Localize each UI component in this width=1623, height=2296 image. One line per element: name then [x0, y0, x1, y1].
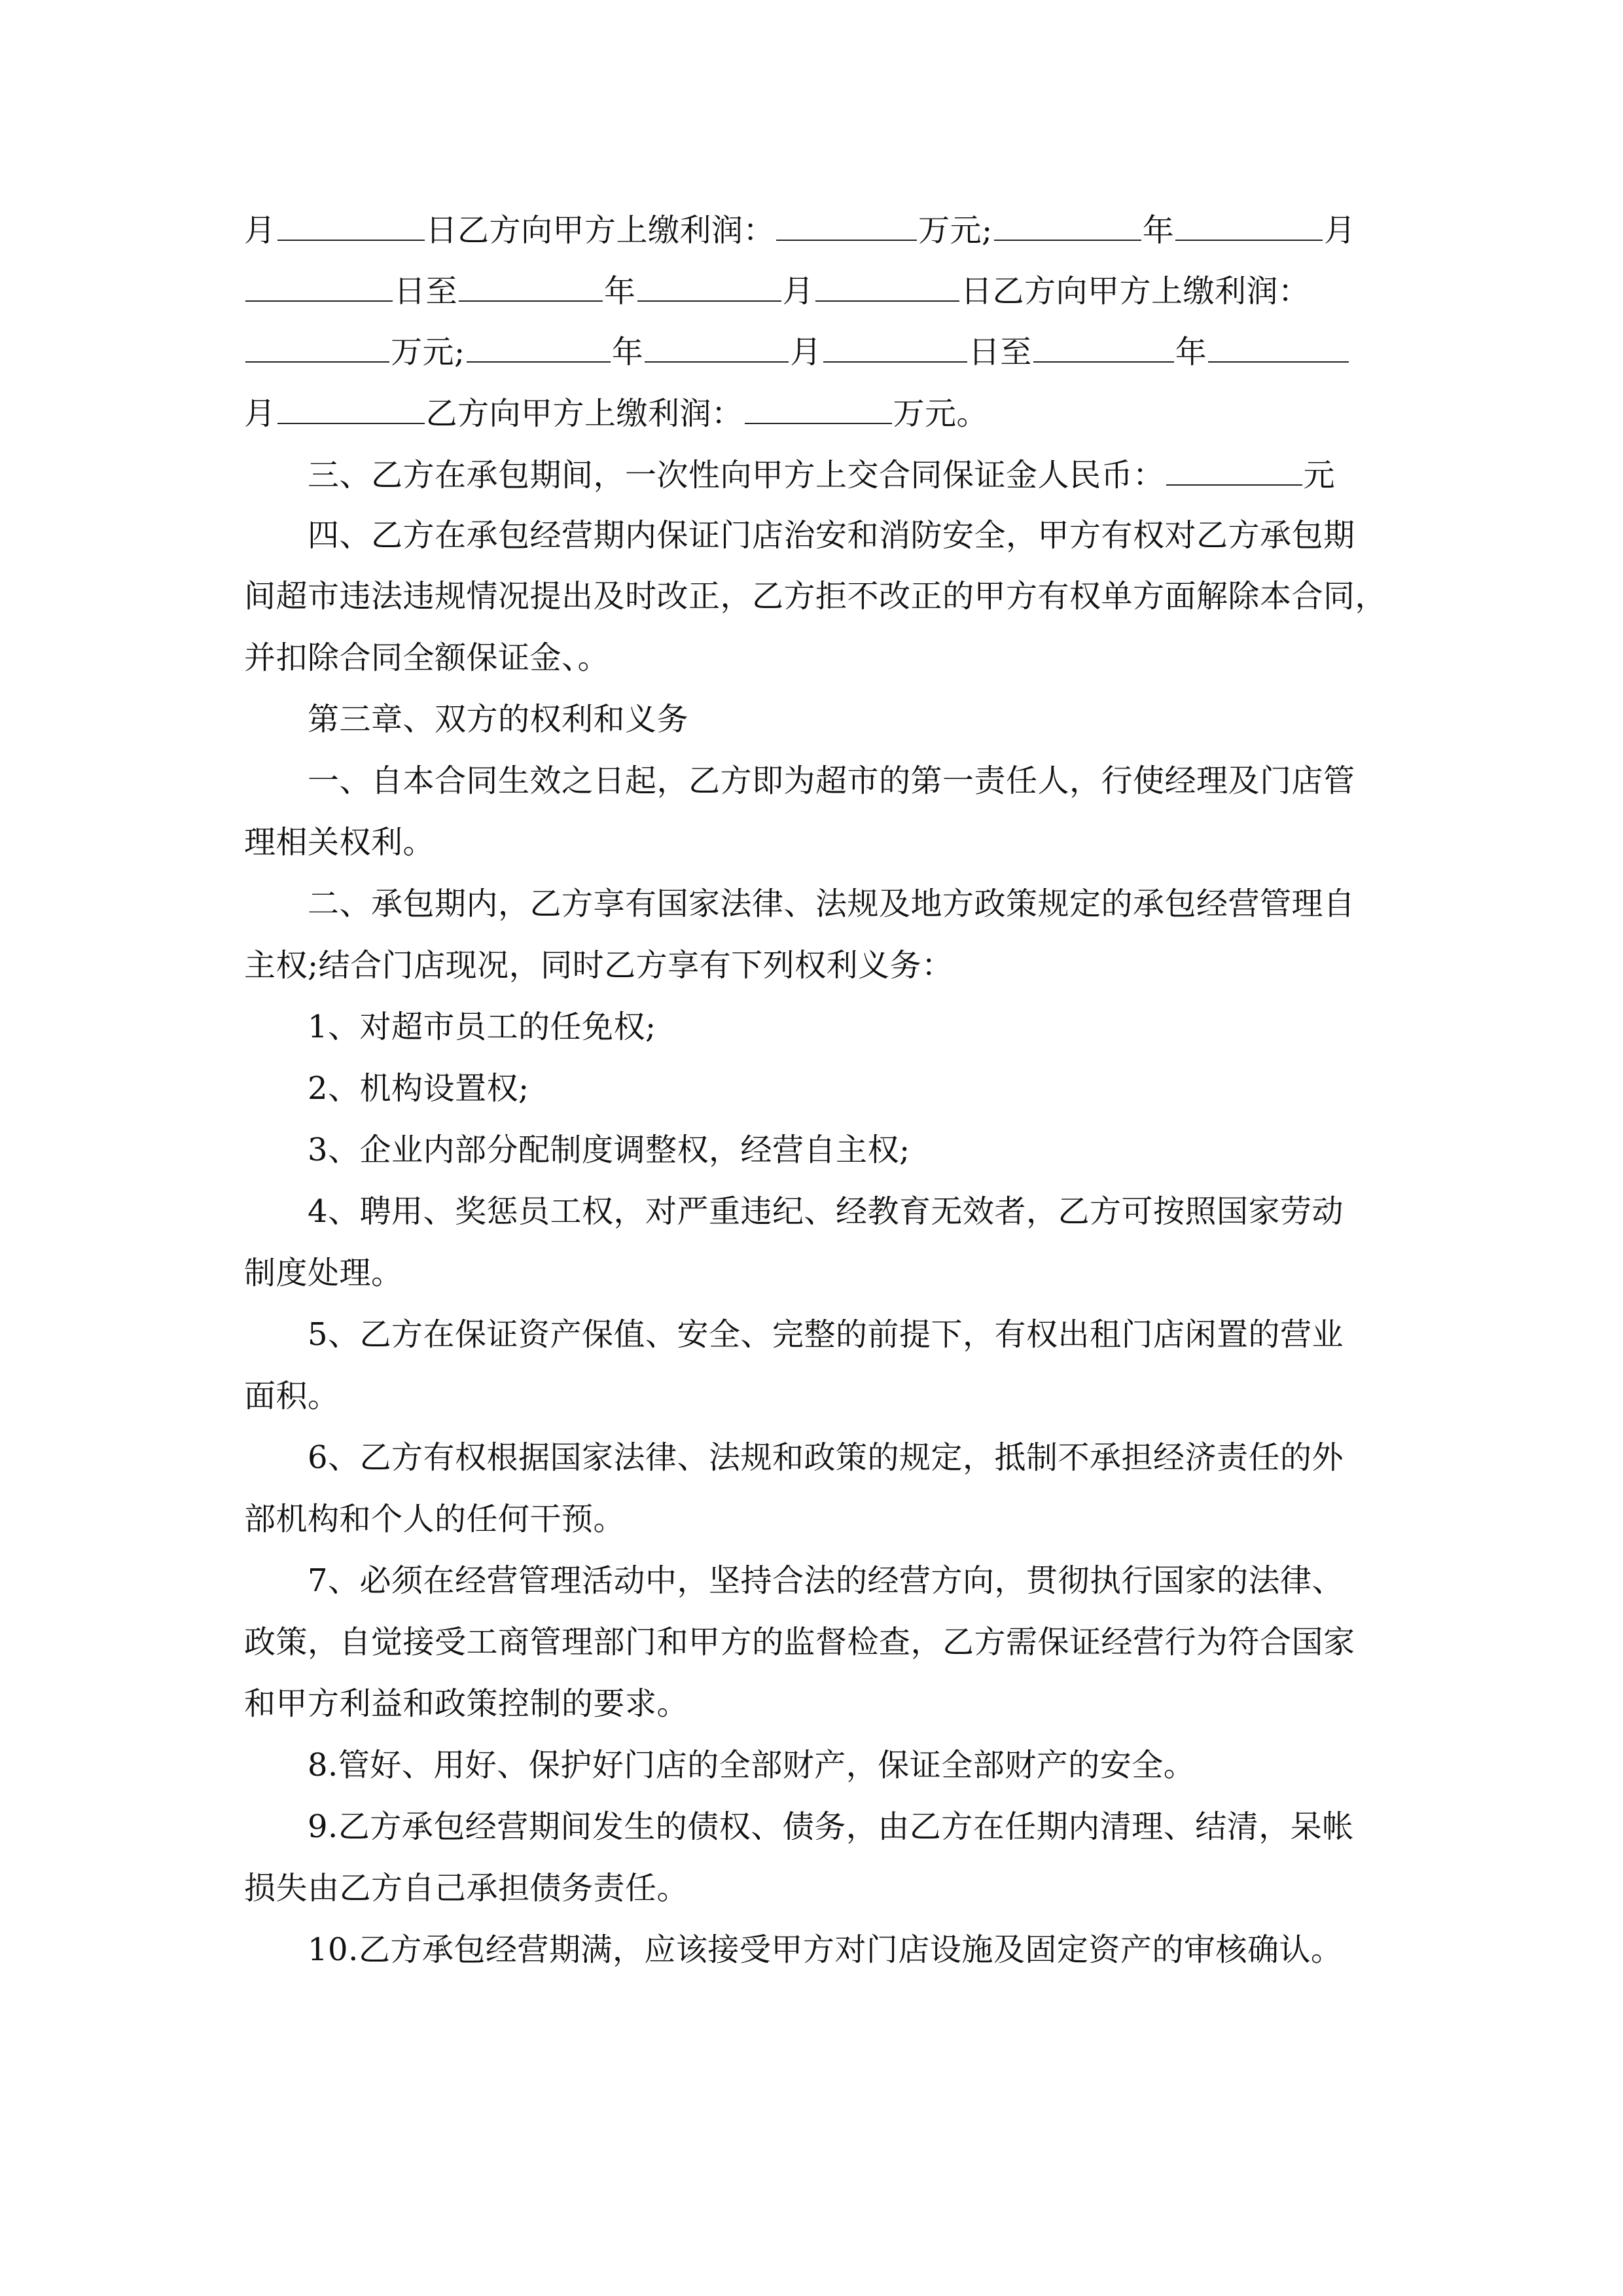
text-segment: 年	[1175, 334, 1207, 370]
text-segment: 万元;	[391, 334, 465, 370]
fill-blank[interactable]	[1175, 211, 1323, 241]
fill-blank[interactable]	[1166, 456, 1302, 486]
right-item-line: 2、机构设置权;	[308, 1070, 529, 1107]
para4-line: 间超市违法违规情况提出及时改正，乙方拒不改正的甲方有权单方面解除本合同，	[244, 578, 1387, 615]
right-item-line: 6、乙方有权根据国家法律、法规和政策的规定，抵制不承担经济责任的外	[308, 1439, 1344, 1476]
fill-blank[interactable]	[245, 272, 393, 302]
fill-blank[interactable]	[776, 211, 917, 241]
ch3-item1-line: 一、自本合同生效之日起，乙方即为超市的第一责任人，行使经理及门店管	[308, 762, 1355, 799]
profit-line-4	[244, 394, 1383, 433]
fill-blank[interactable]	[994, 211, 1141, 241]
text-segment: 月	[782, 273, 815, 310]
text-segment: 元	[1303, 457, 1336, 493]
right-item-line: 3、企业内部分配制度调整权，经营自主权;	[308, 1132, 910, 1168]
right-item-line: 9.乙方承包经营期间发生的债权、债务，由乙方在任期内清理、结清，呆帐	[308, 1808, 1354, 1845]
ch3-item2-line: 主权;结合门店现况，同时乙方享有下列权利义务：	[244, 947, 954, 984]
text-segment: 月	[1324, 212, 1356, 249]
fill-blank[interactable]	[1208, 332, 1349, 363]
text-segment: 日乙方向甲方上缴利润：	[961, 273, 1310, 310]
ch3-item2-line: 二、承包期内，乙方享有国家法律、法规及地方政策规定的承包经营管理自	[308, 886, 1355, 922]
text-segment: 乙方向甲方上缴利润：	[425, 395, 743, 432]
right-item-line: 7、必须在经营管理活动中，坚持合法的经营方向，贯彻执行国家的法律、	[308, 1562, 1344, 1599]
text-segment: 年	[1142, 212, 1175, 249]
text-segment: 月	[790, 334, 822, 370]
text-segment: 年	[611, 334, 644, 370]
fill-blank[interactable]	[277, 394, 425, 424]
text-segment: 万元。	[893, 395, 989, 432]
fill-blank[interactable]	[245, 332, 389, 363]
fill-blank[interactable]	[1033, 332, 1174, 363]
profit-line-3	[244, 332, 1383, 372]
profit-line-2	[244, 272, 1383, 311]
right-item-line: 1、对超市员工的任免权;	[308, 1009, 656, 1045]
para4-line: 四、乙方在承包经营期内保证门店治安和消防安全，甲方有权对乙方承包期	[308, 517, 1355, 554]
right-item-line: 10.乙方承包经营期满，应该接受甲方对门店设施及固定资产的审核确认。	[308, 1931, 1343, 1968]
fill-blank[interactable]	[277, 211, 425, 241]
fill-blank[interactable]	[745, 394, 892, 424]
text-segment: 三、乙方在承包期间，一次性向甲方上交合同保证金人民币：	[308, 457, 1165, 493]
ch3-item1-line: 理相关权利。	[244, 824, 435, 861]
fill-blank[interactable]	[459, 272, 603, 302]
fill-blank[interactable]	[467, 332, 611, 363]
chapter-heading: 第三章、双方的权利和义务	[308, 701, 689, 738]
right-item-line: 制度处理。	[244, 1255, 403, 1291]
text-segment: 日至	[394, 273, 458, 310]
right-item-line: 8.管好、用好、保护好门店的全部财产，保证全部财产的安全。	[308, 1747, 1196, 1784]
right-item-line: 损失由乙方自己承担债务责任。	[244, 1870, 689, 1907]
right-item-line: 面积。	[244, 1378, 340, 1414]
profit-line-1	[244, 211, 1383, 250]
right-item-line: 4、聘用、奖惩员工权，对严重违纪、经教育无效者，乙方可按照国家劳动	[308, 1193, 1344, 1230]
right-item-line: 5、乙方在保证资产保值、安全、完整的前提下，有权出租门店闲置的营业	[308, 1316, 1344, 1353]
text-segment: 日乙方向甲方上缴利润：	[425, 212, 776, 249]
deposit-line	[308, 456, 1381, 495]
text-segment: 月	[244, 212, 276, 249]
para4-line: 并扣除合同全额保证金、。	[244, 639, 610, 676]
right-item-line: 政策，自觉接受工商管理部门和甲方的监督检查，乙方需保证经营行为符合国家	[244, 1624, 1355, 1660]
right-item-line: 部机构和个人的任何干预。	[244, 1501, 626, 1537]
text-segment: 万元;	[918, 212, 993, 249]
fill-blank[interactable]	[637, 272, 781, 302]
text-segment: 日至	[968, 334, 1032, 370]
fill-blank[interactable]	[815, 272, 959, 302]
right-item-line: 和甲方利益和政策控制的要求。	[244, 1685, 689, 1722]
text-segment: 年	[604, 273, 636, 310]
fill-blank[interactable]	[645, 332, 789, 363]
fill-blank[interactable]	[823, 332, 967, 363]
text-segment: 月	[244, 395, 276, 432]
